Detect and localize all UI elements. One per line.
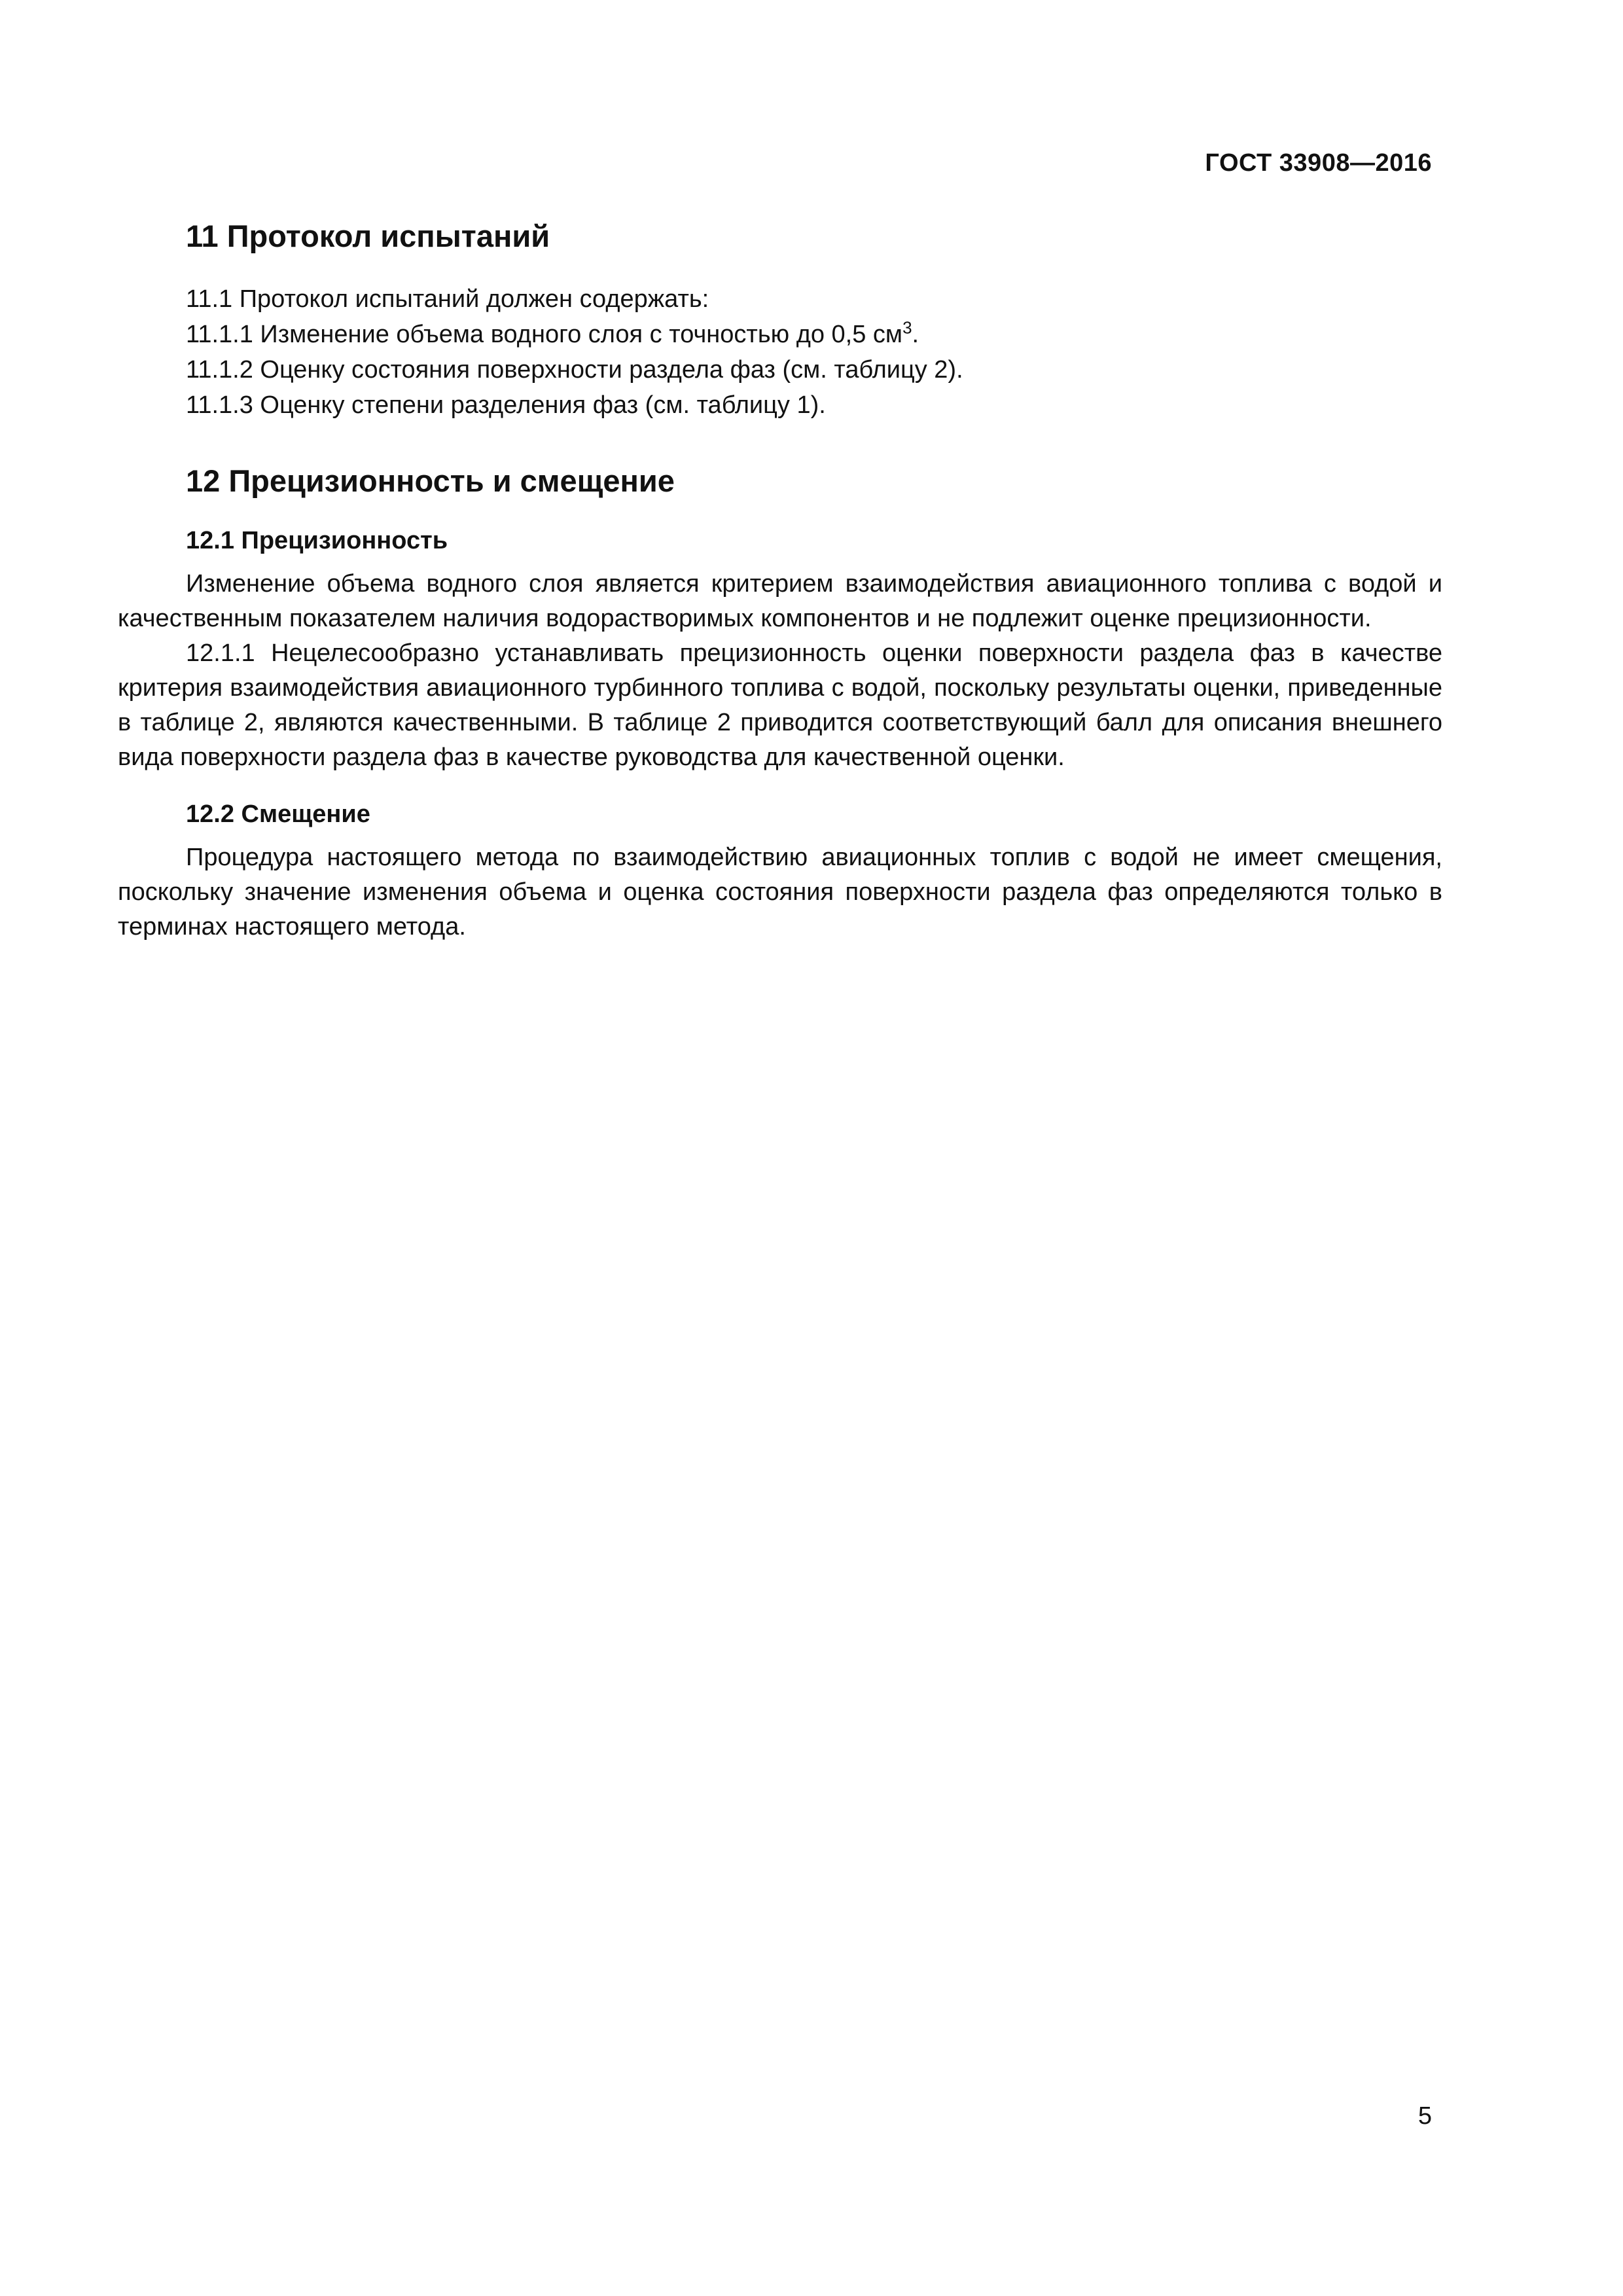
page-content [118, 216, 1442, 944]
item-11-1-1 [118, 317, 1442, 352]
item-11-1-1-superscript: 3 [902, 317, 912, 338]
section-12-title: 12 Прецизионность и смещение [186, 463, 675, 498]
subsection-12-2-paragraph-1: Процедура настоящего метода по взаимодействию авиационных топлив с водой не имеет смещения, поскольку значение изменения объема и оценка состояния поверхности раздела фаз определяются только в терминах настоящего метода. [118, 844, 1442, 941]
page-number: 5 [1418, 2102, 1432, 2130]
item-11-1-3: 11.1.3 Оценку степени разделения фаз (см. таблицу 1). [186, 391, 826, 419]
subsection-12-1-paragraph-2: 12.1.1 Нецелесообразно устанавливать прецизионность оценки поверхности раздела фаз в качестве критерия взаимодействия авиационного турбинного топлива с водой, поскольку результаты оценки, приведенные в таблице 2, являются качественными. В таблице 2 приводится соответствующий балл для описания внешнего вида поверхности раздела фаз в качестве руководства для качественной оценки. [118, 639, 1442, 771]
document-id-header: ГОСТ 33908—2016 [1205, 149, 1432, 177]
item-11-1-2: 11.1.2 Оценку состояния поверхности раздела фаз (см. таблицу 2). [186, 356, 963, 384]
subsection-12-1-title: 12.1 Прецизионность [186, 527, 448, 554]
section-11-title: 11 Протокол испытаний [186, 219, 550, 253]
item-11-1: 11.1 Протокол испытаний должен содержать: [186, 285, 709, 313]
subsection-12-1-paragraph-1: Изменение объема водного слоя является критерием взаимодействия авиационного топлива с водой и качественным показателем наличия водорастворимых компонентов и не подлежит оценке прецизионности. [118, 570, 1442, 632]
item-11-1-1-period: . [912, 321, 919, 348]
item-11-1-1-text: 11.1.1 Изменение объема водного слоя с точностью до 0,5 см [186, 321, 903, 348]
subsection-12-2-title: 12.2 Смещение [186, 800, 370, 828]
